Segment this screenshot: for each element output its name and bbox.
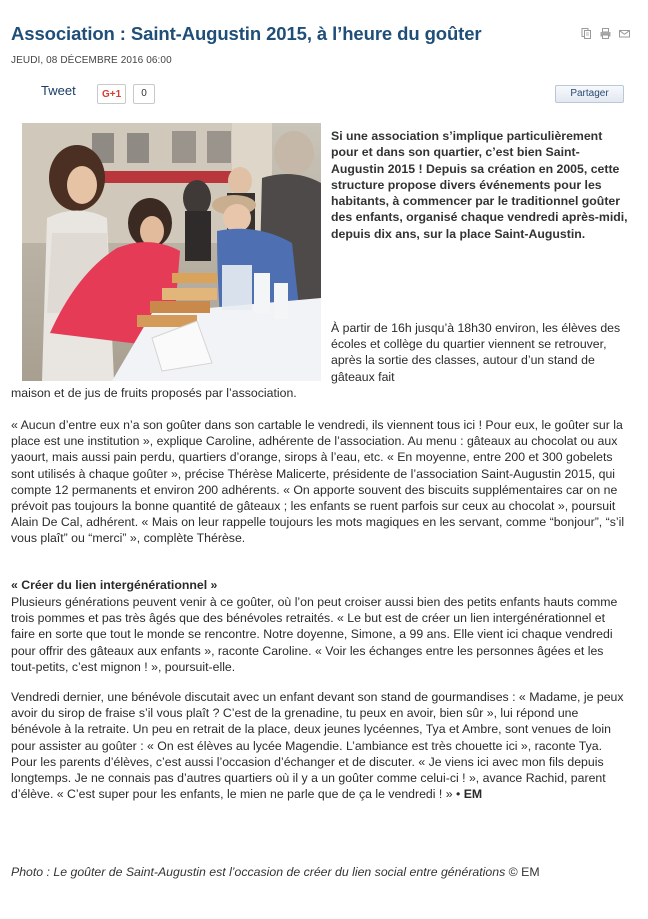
section-subhead: « Créer du lien intergénérationnel » <box>11 578 218 592</box>
paragraph-4-text: Vendredi dernier, une bénévole discutait avec un enfant devant son stand de gourmandises : « Madame, je peux avoir du sirop de fraise s’il vous plaît ? C’est de la grenadine, tu peux en avoir, bien sûr », lui répond une bénévole à la retraite. Un peu en retrait de la place, deux jeunes lycéennes, Tya et Ambre, sont venues de loin pour assister au goûter : « On est élèves au lycée Magendie. L’ambiance est très chouette ici », raconte Tya. Pour les parents d’élèves, c’est aussi l’occasion d’échanger et de discuter. « Je viens ici avec mon fils depuis longtemps. Je ne connais pas d’autres quartiers où il y a un goûter comme celui-ci ! », avance Rachid, parent d’élève. « C’est super pour les enfants, le mien ne parle que de ça le vendredi ! » • <box>11 690 624 802</box>
article-photo <box>22 123 321 381</box>
share-button[interactable]: Partager <box>555 85 624 103</box>
author-signature: EM <box>463 787 483 802</box>
print-icon[interactable] <box>600 28 611 39</box>
paragraph-2: « Aucun d’entre eux n’a son goûter dans son cartable le vendredi, ils viennent tous ici ! Pour eux, le goûter sur la place est une institution », explique Caroline, adhérente de l’association. Au menu : gâteaux au chocolat ou aux yaourt, mais aussi pain perdu, quartiers d’orange, sirops à l’eau, etc. « En moyenne, entre 200 et 300 gobelets sont utilisés à chaque goûter », précise Thérèse Malicerte, présidente de l’association Saint-Augustin 2015, qui compte 12 permanents et environ 200 adhérents. « On apporte souvent des biscuits supplémentaires car on ne prévoit pas toujours la bonne quantité de gâteaux ; les enfants se ruent parfois sur ceux au chocolat », poursuit Alain De Cal, adhérent. « Mais on leur rappelle toujours les mots magiques en les servant, comme “bonjour”, “s’il vous plaît” ou “merci” », complète Thérèse. <box>11 418 625 546</box>
article-lead: Si une association s’implique particulièrement pour et dans son quartier, c’est bien Saint-Augustin 2015 ! Depuis sa création en 2005, cette structure propose divers événements pour les habitants, à commencer par le traditionnel goûter des enfants, organisé chaque vendredi après-midi, depuis dix ans, sur la place Saint-Augustin. <box>331 129 628 241</box>
gplus-button[interactable]: G+1 <box>97 84 126 104</box>
paragraph-3: Plusieurs générations peuvent venir à ce goûter, où l’on peut croiser aussi bien des petits enfants hauts comme trois pommes et pas très âgés que des bénévoles retraités. « Le but est de créer un lien intergénérationnel et faire en sorte que tout le monde se rencontre. Notre doyenne, Simone, a 99 ans. Elle vient ici chaque vendredi pour offrir des gâteaux aux enfants », raconte Caroline. « Voir les échanges entre les personnes âgées et les tout-petits, c’est mignon ! », poursuit-elle. <box>11 595 618 674</box>
article-date: JEUDI, 08 DÉCEMBRE 2016 06:00 <box>11 55 172 66</box>
caption-credit: © EM <box>508 865 540 879</box>
article-tools <box>581 28 630 39</box>
caption-text: Photo : Le goûter de Saint-Augustin est l’occasion de créer du lien social entre générations <box>11 865 506 879</box>
pdf-icon[interactable] <box>581 28 592 39</box>
gplus-count: 0 <box>133 84 155 104</box>
paragraph-1-part-1: À partir de 16h jusqu’à 18h30 environ, les élèves des écoles et collège du quartier viennent se retrouver, après la sortie des classes, autour d’un stand de gâteaux fait <box>331 321 621 384</box>
article-title: Association : Saint-Augustin 2015, à l’heure du goûter <box>11 23 482 44</box>
paragraph-1-part-2: maison et de jus de fruits proposés par l’association. <box>11 386 297 400</box>
paragraph-4 <box>11 689 631 802</box>
email-icon[interactable] <box>619 28 630 39</box>
photo-caption <box>11 865 540 879</box>
tweet-button[interactable]: Tweet <box>41 83 76 98</box>
